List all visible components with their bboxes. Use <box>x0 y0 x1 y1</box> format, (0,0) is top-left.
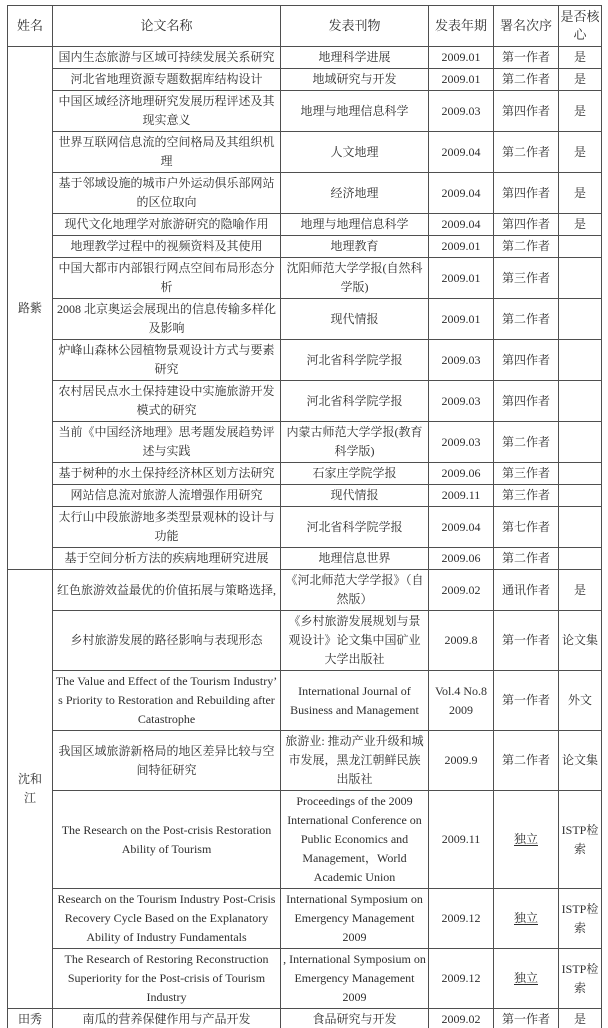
table-row <box>8 47 602 69</box>
core-cell: 是 <box>559 47 602 69</box>
header-journal: 发表刊物 <box>281 6 429 47</box>
date-cell: 2009.12 <box>429 949 494 1009</box>
table-row <box>8 731 602 791</box>
table-row <box>8 236 602 258</box>
core-cell <box>559 485 602 507</box>
core-cell <box>559 258 602 299</box>
core-cell: ISTP检索 <box>559 949 602 1009</box>
order-cell: 第二作者 <box>494 132 559 173</box>
title-cell: 红色旅游效益最优的价值拓展与策略选择, <box>53 570 281 611</box>
table-row <box>8 570 602 611</box>
table-row <box>8 91 602 132</box>
table-row <box>8 381 602 422</box>
core-cell: 是 <box>559 214 602 236</box>
date-cell: 2009.01 <box>429 299 494 340</box>
date-cell: 2009.04 <box>429 173 494 214</box>
table-row <box>8 507 602 548</box>
name-cell <box>8 570 53 1009</box>
table-row <box>8 548 602 570</box>
core-cell: 是 <box>559 132 602 173</box>
order-cell: 第一作者 <box>494 611 559 671</box>
journal-cell: 河北省科学院学报 <box>281 507 429 548</box>
date-cell: 2009.01 <box>429 47 494 69</box>
title-cell: 现代文化地理学对旅游研究的隐喻作用 <box>53 214 281 236</box>
core-cell <box>559 236 602 258</box>
journal-cell: 经济地理 <box>281 173 429 214</box>
author-name: 路紫 <box>17 300 42 315</box>
order-cell: 第一作者 <box>494 47 559 69</box>
date-cell: 2009.03 <box>429 422 494 463</box>
date-cell: 2009.03 <box>429 340 494 381</box>
order-cell: 第二作者 <box>494 422 559 463</box>
order-cell: 第四作者 <box>494 91 559 132</box>
journal-cell: International Journal of Business and Management <box>281 671 429 731</box>
table-row <box>8 132 602 173</box>
date-cell: 2009.01 <box>429 69 494 91</box>
title-cell: 2008 北京奥运会展现出的信息传输多样化及影响 <box>53 299 281 340</box>
journal-cell: , International Symposium on Emergency Management 2009 <box>281 949 429 1009</box>
date-cell: 2009.04 <box>429 214 494 236</box>
title-cell: 网站信息流对旅游人流增强作用研究 <box>53 485 281 507</box>
table-row <box>8 611 602 671</box>
order-cell: 第二作者 <box>494 236 559 258</box>
publication-table <box>7 5 602 1028</box>
title-cell: The Value and Effect of the Tourism Industry’ s Priority to Restoration and Rebuilding after Catastrophe <box>53 671 281 731</box>
title-cell: 农村居民点水土保持建设中实施旅游开发模式的研究 <box>53 381 281 422</box>
core-cell: 是 <box>559 91 602 132</box>
title-cell: 我国区域旅游新格局的地区差异比较与空间特征研究 <box>53 731 281 791</box>
order-cell: 第三作者 <box>494 463 559 485</box>
core-cell: 论文集 <box>559 611 602 671</box>
name-cell <box>8 47 53 570</box>
order-cell: 独立 <box>494 791 559 889</box>
order-cell: 第四作者 <box>494 214 559 236</box>
table-row <box>8 463 602 485</box>
core-cell: 是 <box>559 173 602 214</box>
table-body <box>8 47 602 1028</box>
title-cell: 世界互联网信息流的空间格局及其组织机理 <box>53 132 281 173</box>
title-cell: 太行山中段旅游地多类型景观林的设计与功能 <box>53 507 281 548</box>
core-cell: ISTP检索 <box>559 791 602 889</box>
title-cell: The Research on the Post-crisis Restoration Ability of Tourism <box>53 791 281 889</box>
table-row <box>8 949 602 1009</box>
title-cell: 乡村旅游发展的路径影响与表现形态 <box>53 611 281 671</box>
core-cell <box>559 422 602 463</box>
journal-cell: 石家庄学院学报 <box>281 463 429 485</box>
date-cell: 2009.11 <box>429 485 494 507</box>
order-cell: 第二作者 <box>494 69 559 91</box>
header-date: 发表年期 <box>429 6 494 47</box>
core-cell: 是 <box>559 1009 602 1028</box>
core-cell: 是 <box>559 570 602 611</box>
journal-cell: 地理科学进展 <box>281 47 429 69</box>
core-cell <box>559 507 602 548</box>
journal-cell: 地理信息世界 <box>281 548 429 570</box>
table-row <box>8 214 602 236</box>
journal-cell: 河北省科学院学报 <box>281 381 429 422</box>
title-cell: 国内生态旅游与区域可持续发展关系研究 <box>53 47 281 69</box>
table-row <box>8 173 602 214</box>
journal-cell: 《乡村旅游发展规划与景观设计》论文集中国矿业大学出版社 <box>281 611 429 671</box>
journal-cell: 食品研究与开发 <box>281 1009 429 1028</box>
order-cell: 第二作者 <box>494 731 559 791</box>
title-cell: 基于邻域设施的城市户外运动俱乐部网站的区位取向 <box>53 173 281 214</box>
table-row <box>8 258 602 299</box>
date-cell: 2009.01 <box>429 236 494 258</box>
journal-cell: 现代情报 <box>281 299 429 340</box>
date-cell: 2009.8 <box>429 611 494 671</box>
date-cell: 2009.9 <box>429 731 494 791</box>
date-cell: 2009.03 <box>429 91 494 132</box>
order-cell: 第二作者 <box>494 299 559 340</box>
journal-cell: 《河北师范大学学报》（自然版） <box>281 570 429 611</box>
order-cell: 第七作者 <box>494 507 559 548</box>
title-cell: Research on the Tourism Industry Post-Crisis Recovery Cycle Based on the Explanatory Ability of Industry Fundamentals <box>53 889 281 949</box>
journal-cell: 沈阳师范大学学报(自然科学版) <box>281 258 429 299</box>
title-cell: 南瓜的营养保健作用与产品开发 <box>53 1009 281 1028</box>
author-name: 沈和江 <box>17 772 42 805</box>
date-cell: 2009.04 <box>429 507 494 548</box>
journal-cell: Proceedings of the 2009 International Conference on Public Economics and Management，World Academic Union <box>281 791 429 889</box>
core-cell: 是 <box>559 69 602 91</box>
date-cell: 2009.04 <box>429 132 494 173</box>
title-cell: 中国大都市内部银行网点空间布局形态分析 <box>53 258 281 299</box>
core-cell <box>559 548 602 570</box>
date-cell: 2009.11 <box>429 791 494 889</box>
date-cell: Vol.4 No.8 2009 <box>429 671 494 731</box>
core-cell <box>559 463 602 485</box>
date-cell: 2009.06 <box>429 463 494 485</box>
order-cell: 第三作者 <box>494 258 559 299</box>
order-cell: 第三作者 <box>494 485 559 507</box>
title-cell: 基于树种的水土保持经济林区划方法研究 <box>53 463 281 485</box>
core-cell <box>559 340 602 381</box>
title-cell: 中国区域经济地理研究发展历程评述及其现实意义 <box>53 91 281 132</box>
core-cell <box>559 381 602 422</box>
table-row <box>8 340 602 381</box>
core-cell: ISTP检索 <box>559 889 602 949</box>
table-row <box>8 69 602 91</box>
core-cell: 外文 <box>559 671 602 731</box>
order-cell: 通讯作者 <box>494 570 559 611</box>
table-row <box>8 299 602 340</box>
header-core: 是否核心 <box>559 6 602 47</box>
core-cell <box>559 299 602 340</box>
title-cell: 地理教学过程中的视频资料及其使用 <box>53 236 281 258</box>
table-row <box>8 485 602 507</box>
journal-cell: 地理与地理信息科学 <box>281 91 429 132</box>
journal-cell: 内蒙古师范大学学报(教育科学版) <box>281 422 429 463</box>
table-row <box>8 1009 602 1028</box>
table-row <box>8 671 602 731</box>
table-row <box>8 422 602 463</box>
table-row <box>8 889 602 949</box>
header-name: 姓名 <box>8 6 53 47</box>
date-cell: 2009.02 <box>429 1009 494 1028</box>
author-name: 田秀 <box>17 1012 42 1026</box>
header-author-order: 署名次序 <box>494 6 559 47</box>
order-cell: 独立 <box>494 889 559 949</box>
journal-cell: 人文地理 <box>281 132 429 173</box>
order-cell: 第四作者 <box>494 381 559 422</box>
date-cell: 2009.03 <box>429 381 494 422</box>
order-cell: 第四作者 <box>494 340 559 381</box>
journal-cell: International Symposium on Emergency Management 2009 <box>281 889 429 949</box>
order-cell: 第二作者 <box>494 548 559 570</box>
title-cell: 基于空间分析方法的疾病地理研究进展 <box>53 548 281 570</box>
journal-cell: 旅游业: 推动产业升级和城市发展，黑龙江朝鲜民族出版社 <box>281 731 429 791</box>
table-header <box>8 6 602 47</box>
title-cell: 炉峰山森林公园植物景观设计方式与要素研究 <box>53 340 281 381</box>
title-cell: The Research of Restoring Reconstruction Superiority for the Post-crisis of Tourism Industry <box>53 949 281 1009</box>
journal-cell: 地理教育 <box>281 236 429 258</box>
table-row <box>8 791 602 889</box>
journal-cell: 河北省科学院学报 <box>281 340 429 381</box>
order-cell: 第一作者 <box>494 1009 559 1028</box>
date-cell: 2009.12 <box>429 889 494 949</box>
order-cell: 第一作者 <box>494 671 559 731</box>
journal-cell: 现代情报 <box>281 485 429 507</box>
date-cell: 2009.06 <box>429 548 494 570</box>
journal-cell: 地域研究与开发 <box>281 69 429 91</box>
name-cell <box>8 1009 53 1028</box>
date-cell: 2009.01 <box>429 258 494 299</box>
date-cell: 2009.02 <box>429 570 494 611</box>
title-cell: 当前《中国经济地理》思考题发展趋势评述与实践 <box>53 422 281 463</box>
order-cell: 第四作者 <box>494 173 559 214</box>
header-row <box>8 6 602 47</box>
title-cell: 河北省地理资源专题数据库结构设计 <box>53 69 281 91</box>
header-paper-title: 论文名称 <box>53 6 281 47</box>
core-cell: 论文集 <box>559 731 602 791</box>
order-cell: 独立 <box>494 949 559 1009</box>
journal-cell: 地理与地理信息科学 <box>281 214 429 236</box>
